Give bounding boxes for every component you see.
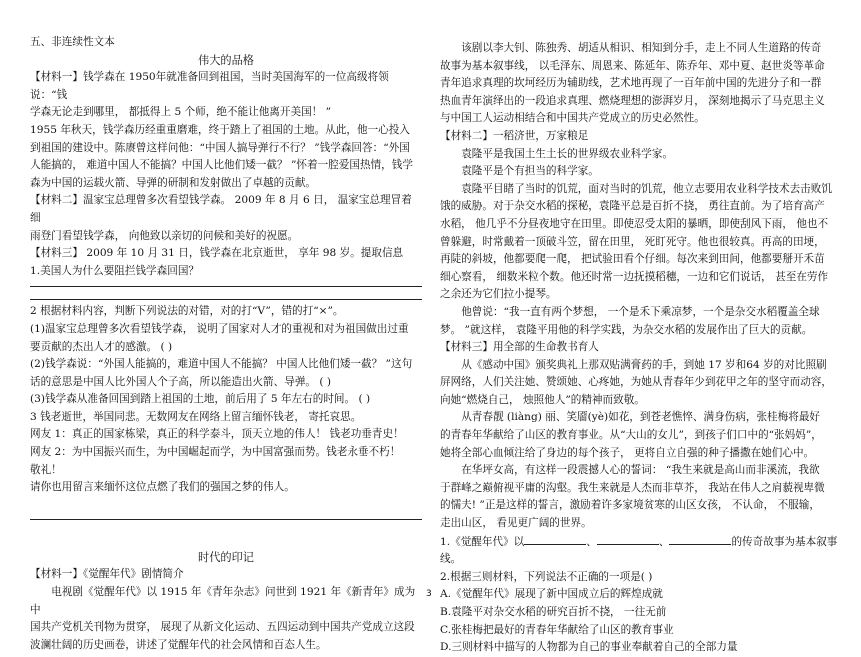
question-2-item-3: (3)钱学森从准备回国到踏上祖国的土地，前后用了 5 年左右的时间。 ( ) [30, 393, 371, 406]
question-3-prompt: 请你也用留言来缅怀这位点燃了我们的强国之梦的伟人。 [30, 481, 295, 494]
oath-paragraph: 走出山区， 看见更广阔的世界。 [440, 517, 592, 530]
drama-intro-line: 波澜壮阔的历史画卷，讲述了觉醒年代的社会风情和百态人生。 [30, 638, 327, 651]
drama-paragraph: 热血青年演绎出的一段追求真理、燃烧理想的澎湃岁月， 深刻地揭示了马克思主义 [440, 94, 825, 107]
material-1-line: 到祖国的建设中。陈赓曾这样问他：“中国人搞导弹行不行？ ”钱学森回答：“外国 [30, 141, 410, 154]
question-2-item-2: (2)钱学森说：“外国人能搞的，难道中国人不能搞？ 中国人比他们矮一截？ ”这句 [30, 358, 413, 371]
material-3-heading: 【材料三】用全部的生命教书育人 [440, 341, 599, 354]
material-1-heading: 【材料一】《觉醒年代》剧情简介 [30, 568, 184, 581]
drama-intro-line: 电视剧《觉醒年代》以 1915 年《青年杂志》问世到 1921 年《新青年》成为中 [30, 586, 416, 616]
question-2-item-1: (1)温家宝总理曾多次看望钱学森， 说明了国家对人才的重视和对为祖国做出过重 [30, 322, 409, 335]
option-c: C.张桂梅把最好的青春年华献给了山区的教育事业 [440, 623, 674, 636]
yuan-paragraph: 水稻， 他几乎不分昼夜地守在田里。即使忍受太阳的暴晒，即使刮风下雨， 他也不 [440, 217, 829, 230]
zhang-paragraph: 从《感动中国》颁奖典礼上那双贴满膏药的手，到她 17 岁和64 岁的对比照刷 [461, 358, 827, 371]
material-1-line: 【材料一】钱学森在 1950年就准备回到祖国，当时美国海军的一位高级将领说：“钱 [30, 71, 389, 101]
fill-blank-2[interactable] [597, 533, 659, 545]
left-column [30, 34, 422, 654]
option-a: A.《觉醒年代》展现了新中国成立后的辉煌成就 [440, 588, 663, 601]
material-1-line: 1955 年秋天，钱学森历经重重磨难，终于踏上了祖国的土地。从此，他一心投入 [30, 123, 410, 136]
option-d: D.三则材料中描写的人物都为自己的事业奉献着自己的全部力量 [440, 641, 738, 654]
yuan-paragraph: 之余还为它们拉小提琴。 [440, 288, 557, 301]
material-1-line: 森为中国的运载火箭、导弹的研制和发射做出了卓越的贡献。 [30, 176, 317, 189]
passage-title-2: 时代的印记 [198, 550, 254, 564]
q1-suffix: 的传奇故事为基本叙事线。 [440, 535, 838, 566]
oath-paragraph: 在华坪女高，有这样一段震撼人心的誓词： “我生来就是高山而非溪流，我欲 [461, 464, 820, 477]
drama-paragraph: 故事为基本叙事线， 以毛泽东、周恩来、陈延年、陈乔年、邓中夏、赵世炎等革命 [440, 59, 825, 72]
oath-paragraph: 于群峰之巅俯视平庸的沟壑。我生来就是人杰而非草芥， 我站在伟人之肩藐视卑微 [440, 481, 825, 494]
yuan-paragraph: 曾躲避，时常戴着一顶破斗笠，留在田里， 死盯死守。他也很较真。再高的田埂， [440, 235, 825, 248]
netizen-comment-2: 敬礼！ [30, 463, 62, 476]
question-2: 2 根据材料内容，判断下列说法的对错，对的打“V”，错的打“×”。 [30, 305, 344, 318]
question-2-item-1: 要贡献的杰出人才的感激。 ( ) [30, 340, 173, 353]
material-1-line: 学森无论走到哪里， 都抵得上 5 个师，绝不能让他离开美国！ ” [30, 106, 332, 119]
drama-intro-line: 国共产党机关刊物为贯穿， 展现了从新文化运动、五四运动到中国共产党成立这段 [30, 621, 415, 634]
netizen-comment-2: 网友 2：为中国振兴而生，为中国崛起而学，为中国富强而势。钱老永垂不朽！ [30, 446, 401, 459]
zhang-paragraph: 从青春靓 (liàng) 丽、笑靥(yè)如花，到苍老憔悴、满身伤病，张桂梅将最好 [461, 411, 821, 424]
right-question-1 [440, 533, 840, 569]
zhang-paragraph: 屏网络，人们关注她、赞颂她、心疼她，为她从青春年少到花甲之年的坚守而动容， [440, 376, 832, 389]
page-number: 3 [426, 589, 432, 599]
answer-line[interactable] [30, 299, 422, 300]
answer-line[interactable] [30, 286, 422, 287]
q1-sep: 、 [658, 535, 670, 548]
oath-paragraph: 的懦夫! ”正是这样的誓言，激励着许多家境贫寒的山区女孩， 不认命， 不服输， [440, 499, 820, 512]
section-heading: 五、非连续性文本 [30, 36, 115, 48]
fill-blank-3[interactable] [669, 533, 731, 545]
material-3-line: 【材料三】 2009 年 10 月 31 日，钱学森在北京逝世， 享年 98 岁。提取信息 [30, 247, 404, 260]
material-1-line: 人能搞的， 难道中国人不能搞？中国人比他们矮一截？ ”怀着一腔爱国热情，钱学 [30, 159, 413, 172]
drama-paragraph: 该剧以李大钊、陈独秀、胡适从相识、相知到分手，走上不同人生道路的传奇 [461, 42, 822, 54]
yuan-paragraph: 袁隆平目睹了当时的饥荒，面对当时的饥荒，他立志要用农业科学技术去击败饥 [461, 182, 832, 195]
yuan-paragraph: 袁隆平是我国土生土长的世界级农业科学家。 [461, 147, 674, 160]
right-column [440, 40, 840, 657]
yuan-quote: 他曾说：“我一直有两个梦想， 一个是禾下乘凉梦，一个是杂交水稻覆盖全球 [461, 305, 820, 318]
yuan-paragraph: 袁隆平是个有担当的科学家。 [461, 165, 599, 178]
right-question-2: 2.根据三则材料，下列说法不正确的一项是( ) [440, 570, 653, 583]
yuan-paragraph: 细心察看， 细数米粒个数。他还时常一边抚摸稻穗，一边和它们说话， 甚至在劳作 [440, 270, 829, 283]
drama-paragraph: 与中国工人运动相结合和中国共产党成立的历史必然性。 [440, 112, 705, 125]
material-2-line: 【材料二】温家宝总理曾多次看望钱学森。 2009 年 8 月 6 日， 温家宝总理冒着细 [30, 194, 412, 224]
yuan-paragraph: 饿的威胁。对于杂交水稻的探秘，袁隆平总是百折不挠， 勇往直前。为了培育高产 [440, 200, 825, 213]
q1-sep: 、 [586, 535, 597, 548]
answer-line[interactable] [30, 519, 422, 520]
drama-paragraph: 青年追求真理的坎坷经历为辅助线，艺术地再现了一百年前中国的先进分子和一群 [440, 77, 822, 90]
passage-title-1: 伟大的品格 [198, 53, 254, 67]
question-2-item-2: 话的意思是中国人比外国人个子高，所以能造出火箭、导弹。 ( ) [30, 375, 332, 388]
yuan-paragraph: 再陡的斜坡，他都要爬一爬， 把试验田看个仔细。每次来到田间，他都要掰开禾苗 [440, 253, 825, 266]
fill-blank-1[interactable] [524, 533, 586, 545]
netizen-comment-1: 网友 1：真正的国家栋梁，真正的科学泰斗，顶天立地的伟人！ 钱老功垂青史！ [30, 428, 404, 441]
option-b: B.袁隆平对杂交水稻的研究百折不挠， 一往无前 [440, 606, 667, 618]
material-2-line: 雨登门看望钱学森， 向他致以亲切的问候和美好的祝愿。 [30, 229, 299, 242]
zhang-paragraph: 的青春年华献给了山区的教育事业。从“大山的女儿”，到孩子们口中的“张妈妈”， [440, 429, 822, 442]
question-1: 1.美国人为什么要阻拦钱学森回国？ [30, 264, 200, 277]
zhang-paragraph: 她将全部心血倾注给了身边的每个孩子， 更将自立自强的种子播撒在她们心中。 [440, 446, 815, 459]
yuan-quote: 梦。 ”就这样， 袁隆平用他的科学实践，为杂交水稻的发展作出了巨大的贡献。 [440, 323, 813, 336]
question-3: 3 钱老逝世，举国同悲。无数网友在网络上留言缅怀钱老， 寄托哀思。 [30, 410, 362, 423]
zhang-paragraph: 向她“燃烧自己， 烛照他人”的精神而致敬。 [440, 393, 645, 406]
q1-prefix: 1.《觉醒年代》以 [440, 535, 525, 548]
material-2-heading: 【材料二】一稻济世，万家粮足 [440, 129, 589, 142]
